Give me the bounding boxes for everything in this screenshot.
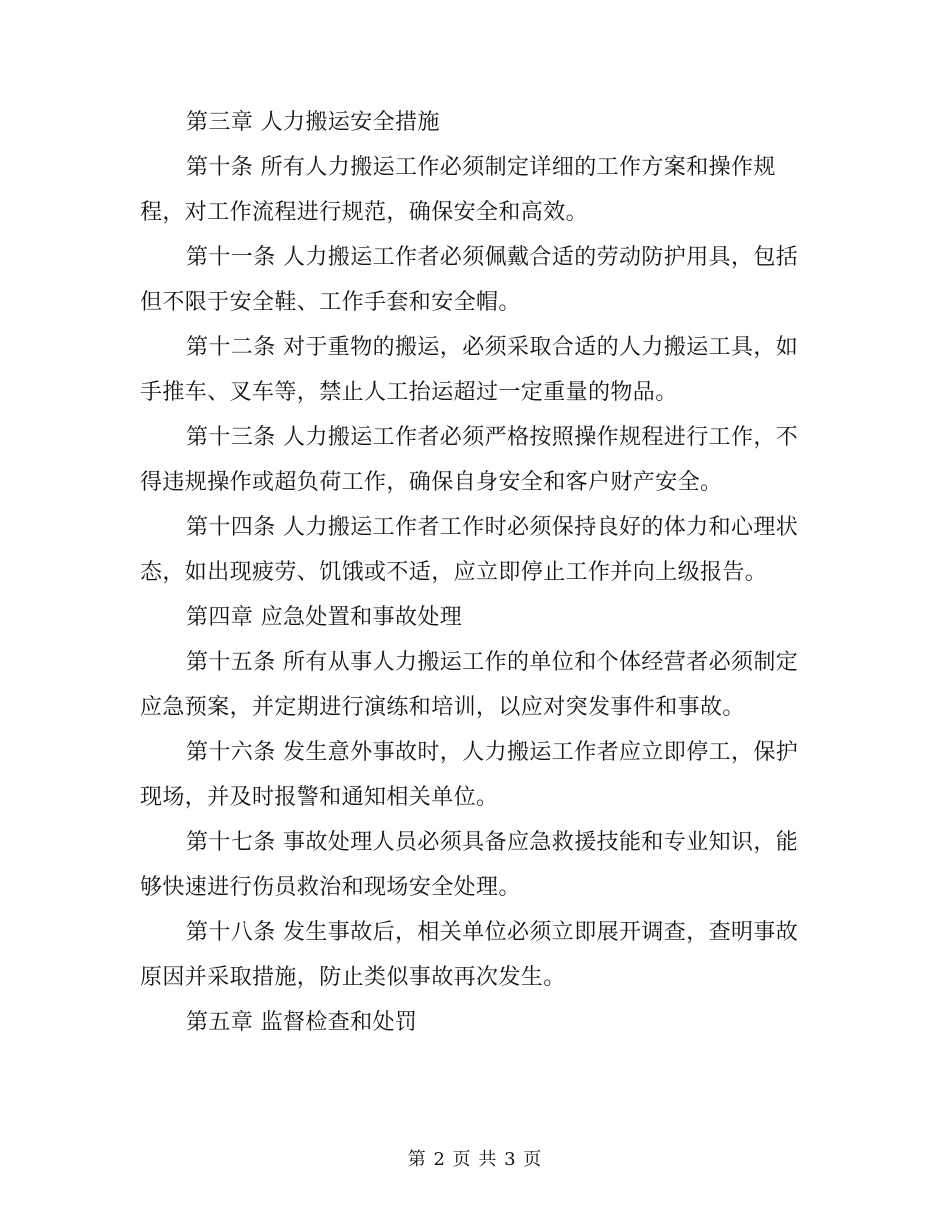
article-18: 第十八条 发生事故后，相关单位必须立即展开调查，查明事故原因并采取措施，防止类似事故再次发生。 <box>140 920 799 990</box>
chapter-heading: 第四章 应急处置和事故处理 <box>186 605 463 630</box>
article-13: 第十三条 人力搬运工作者必须严格按照操作规程进行工作，不得违规操作或超负荷工作，确保自身安全和客户财产安全。 <box>140 425 799 495</box>
article-12: 第十二条 对于重物的搬运，必须采取合适的人力搬运工具，如手推车、叉车等，禁止人工抬运超过一定重量的物品。 <box>140 335 799 405</box>
article-17: 第十七条 事故处理人员必须具备应急救援技能和专业知识，能够快速进行伤员救治和现场安全处理。 <box>140 830 799 900</box>
article-15: 第十五条 所有从事人力搬运工作的单位和个体经营者必须制定应急预案，并定期进行演练和培训，以应对突发事件和事故。 <box>140 650 799 720</box>
page-footer: 第 2 页 共 3 页 <box>407 1149 543 1170</box>
article-14: 第十四条 人力搬运工作者工作时必须保持良好的体力和心理状态，如出现疲劳、饥饿或不适，应立即停止工作并向上级报告。 <box>140 515 799 585</box>
chapter-heading: 第三章 人力搬运安全措施 <box>186 110 440 135</box>
article-10: 第十条 所有人力搬运工作必须制定详细的工作方案和操作规程，对工作流程进行规范，确保安全和高效。 <box>140 155 776 225</box>
article-16: 第十六条 发生意外事故时，人力搬运工作者应立即停工，保护现场，并及时报警和通知相关单位。 <box>140 740 799 810</box>
article-11: 第十一条 人力搬运工作者必须佩戴合适的劳动防护用具，包括但不限于安全鞋、工作手套和安全帽。 <box>140 245 799 315</box>
chapter-heading: 第五章 监督检查和处罚 <box>186 1010 418 1035</box>
document-body <box>140 100 810 1045</box>
